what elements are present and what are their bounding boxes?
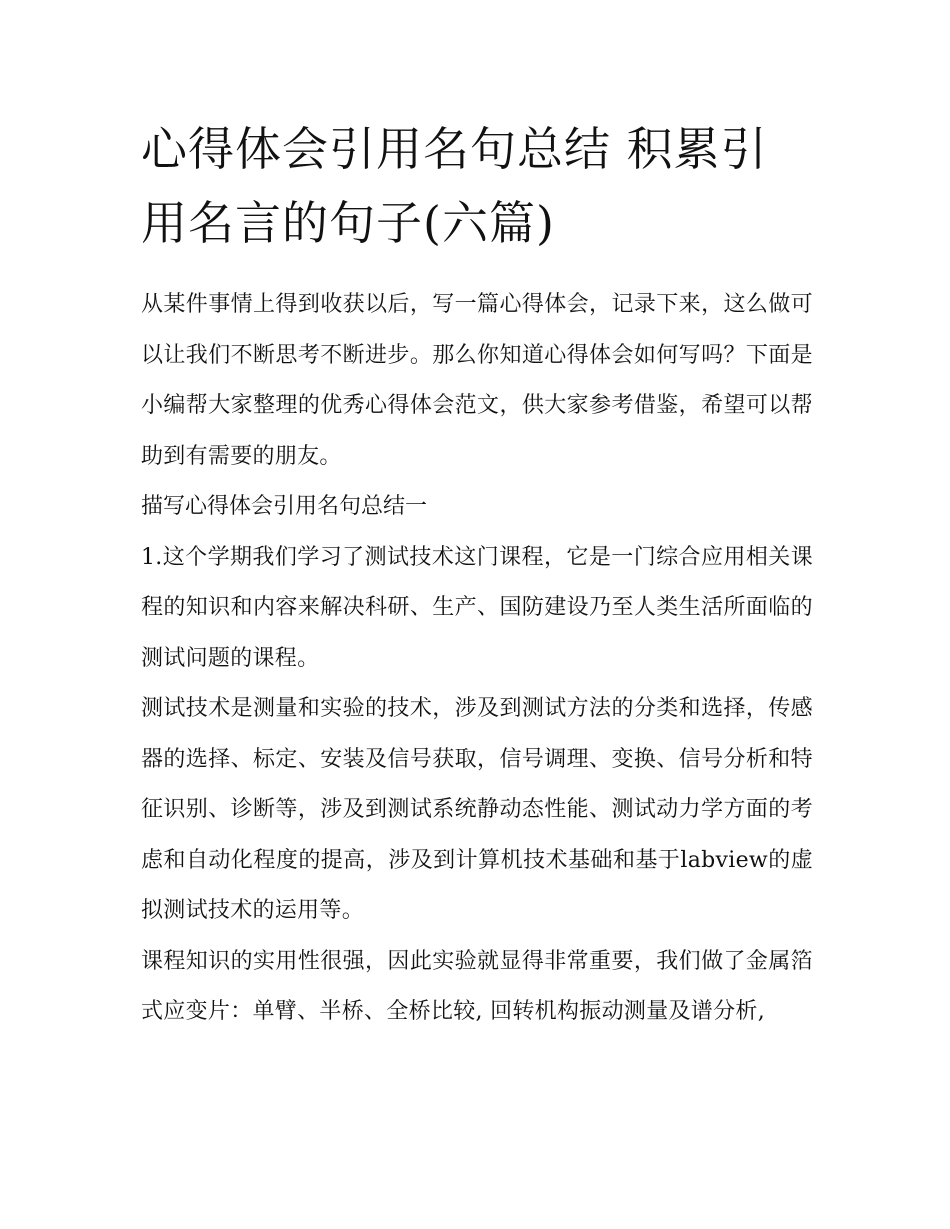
body-paragraph-1: 1.这个学期我们学习了测试技术这门课程，它是一门综合应用相关课程的知识和内容来解决科研、生产、国防建设乃至人类生活所面临的测试问题的课程。	[141, 544, 813, 671]
body-paragraph-3: 课程知识的实用性很强，因此实验就显得非常重要，我们做了金属箔式应变片：单臂、半桥、全桥比较, 回转机构振动测量及谱分析,	[141, 948, 813, 1024]
document-title: 心得体会引用名句总结 积累引用名言的句子(六篇)	[141, 122, 768, 250]
document-page	[141, 112, 813, 1038]
intro-paragraph: 从某件事情上得到收获以后，写一篇心得体会，记录下来，这么做可以让我们不断思考不断进步。那么你知道心得体会如何写吗？下面是小编帮大家整理的优秀心得体会范文，供大家参考借鉴，希望可以帮助到有需要的朋友。	[141, 292, 813, 469]
section-heading: 描写心得体会引用名句总结一	[141, 494, 428, 519]
body-paragraph-2: 测试技术是测量和实验的技术，涉及到测试方法的分类和选择，传感器的选择、标定、安装及信号获取，信号调理、变换、信号分析和特征识别、诊断等，涉及到测试系统静动态性能、测试动力学方面的考虑和自动化程度的提高，涉及到计算机技术基础和基于labview的虚拟测试技术的运用等。	[141, 696, 813, 923]
